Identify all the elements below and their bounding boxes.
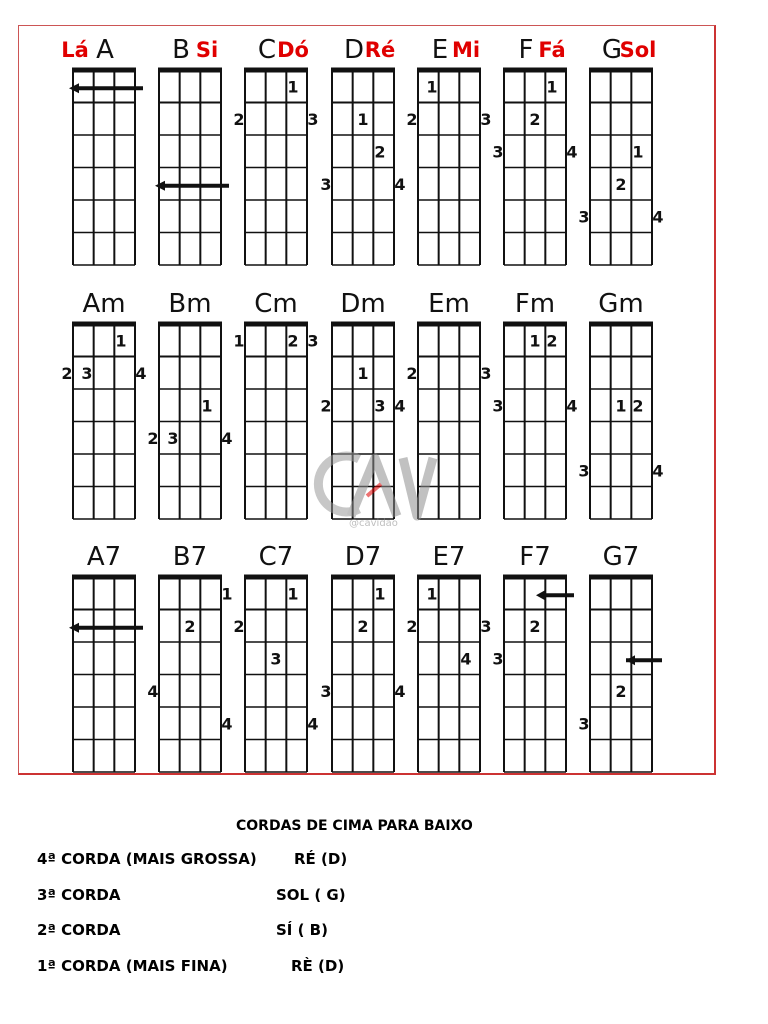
chord-portuguese-name: Sol [619,38,657,62]
finger-number: 2 [147,428,159,448]
finger-number: 2 [184,616,196,636]
finger-number: 2 [287,331,299,351]
chord-name: A7 [86,542,122,572]
chord-name: D7 [344,542,382,572]
fretboard [331,70,395,265]
chord-name: F [518,35,534,65]
finger-number: 1 [287,77,299,97]
finger-number: 3 [492,142,504,162]
chord-e7 [406,542,491,772]
legend-label: 2ª CORDA [37,921,121,939]
finger-number: 3 [578,461,590,481]
chord-portuguese-name: Ré [364,38,396,62]
chord-name: B7 [172,542,208,572]
finger-number: 2 [615,681,627,701]
finger-number: 3 [492,649,504,669]
legend-value: RÈ (D) [291,957,345,975]
chord-f7 [492,542,574,772]
finger-number: 2 [632,396,644,416]
finger-number: 3 [307,331,319,351]
chord-g7 [578,542,662,772]
finger-number: 3 [167,428,179,448]
fretboard [244,70,308,265]
finger-number: 2 [529,616,541,636]
legend-row-1st-string [37,957,345,975]
chord-name: Dm [340,289,386,319]
finger-number: 1 [357,109,369,129]
legend-value: SOL ( G) [276,886,346,904]
finger-number: 2 [546,331,558,351]
fretboard [244,577,308,772]
finger-number: 2 [529,109,541,129]
chord-name: E [431,35,449,65]
legend-row-4th-string [37,850,348,868]
finger-number: 1 [632,142,644,162]
legend-row-2nd-string [37,921,328,939]
chord-name: Em [428,289,470,319]
finger-number: 2 [61,363,73,383]
finger-number: 1 [201,396,213,416]
chord-c7 [233,542,318,772]
fretboard [503,324,567,519]
barre-arrow-icon [536,590,545,600]
chord-name: C [257,35,277,65]
legend-title: CORDAS DE CIMA PARA BAIXO [236,818,473,834]
finger-number: 1 [357,363,369,383]
chord-bm [147,289,232,519]
finger-number: 1 [287,584,299,604]
chord-name: Gm [598,289,644,319]
finger-number: 1 [615,396,627,416]
finger-number: 3 [270,649,282,669]
finger-number: 4 [394,681,406,701]
finger-number: 3 [492,396,504,416]
ukulele-chord-chart [19,26,715,774]
chord-name: G7 [602,542,640,572]
finger-number: 1 [233,331,245,351]
fretboard [503,577,567,772]
watermark-logo [318,456,455,529]
finger-number: 4 [394,396,406,416]
chord-b7 [147,542,232,772]
chord-name: D [343,35,365,65]
fretboard [417,577,481,772]
finger-number: 2 [406,363,418,383]
chord-diagrams [61,35,663,772]
finger-number: 3 [480,363,492,383]
finger-number: 2 [406,109,418,129]
finger-number: 3 [480,109,492,129]
legend-label: 1ª CORDA (MAIS FINA) [37,957,228,975]
fretboard [158,324,222,519]
chord-name: F7 [519,542,551,572]
legend-row-3rd-string [37,886,346,904]
finger-number: 1 [426,584,438,604]
fretboard [72,577,136,772]
chord-f [492,35,577,265]
chord-a7 [69,542,143,772]
chord-portuguese-name: Si [195,38,219,62]
finger-number: 3 [81,363,93,383]
finger-number: 3 [307,109,319,129]
chord-d [320,35,405,265]
finger-number: 3 [578,714,590,734]
finger-number: 4 [307,714,319,734]
fretboard [589,324,653,519]
finger-number: 2 [406,616,418,636]
chord-name: E7 [432,542,466,572]
fretboard [72,324,136,519]
finger-number: 4 [566,142,578,162]
finger-number: 4 [394,174,406,194]
finger-number: 1 [529,331,541,351]
finger-number: 4 [460,649,472,669]
chord-name: C7 [258,542,294,572]
finger-number: 2 [374,142,386,162]
fretboard [158,577,222,772]
legend-label: 4ª CORDA (MAIS GROSSA) [37,850,257,868]
fretboard [244,324,308,519]
finger-number: 2 [233,616,245,636]
finger-number: 4 [147,681,159,701]
legend-label: 3ª CORDA [37,886,121,904]
chord-fm [492,289,577,519]
fretboard [417,70,481,265]
finger-number: 3 [374,396,386,416]
chord-e [406,35,491,265]
fretboard [589,577,653,772]
chord-a [61,35,143,265]
finger-number: 4 [566,396,578,416]
chord-name: Cm [254,289,298,319]
finger-number: 3 [320,681,332,701]
finger-number: 1 [546,77,558,97]
finger-number: 1 [374,584,386,604]
finger-number: 4 [221,428,233,448]
chord-portuguese-name: Mi [451,38,481,62]
watermark-handle: @cavidao [349,518,398,529]
chord-g [578,35,663,265]
finger-number: 1 [221,584,233,604]
fretboard [158,70,222,265]
chord-gm [578,289,663,519]
finger-number: 2 [320,396,332,416]
chord-chart-frame [18,25,716,775]
chord-b [155,35,229,265]
finger-number: 4 [652,461,664,481]
fretboard [589,70,653,265]
legend-value: SÍ ( B) [276,921,328,939]
finger-number: 2 [615,174,627,194]
finger-number: 4 [652,207,664,227]
finger-number: 3 [320,174,332,194]
finger-number: 1 [426,77,438,97]
fretboard [503,70,567,265]
chord-d7 [320,542,405,772]
chord-c [233,35,318,265]
chord-name: G [601,35,623,65]
chord-name: B [172,35,190,65]
chord-name: A [96,35,114,65]
chord-portuguese-name: Lá [61,38,89,62]
fretboard [72,70,136,265]
legend-value: RÉ (D) [294,850,348,868]
chord-portuguese-name: Dó [277,38,309,62]
finger-number: 2 [233,109,245,129]
fretboard [331,577,395,772]
finger-number: 4 [221,714,233,734]
chord-name: Am [82,289,126,319]
chord-portuguese-name: Fá [538,38,566,62]
finger-number: 4 [135,363,147,383]
finger-number: 3 [578,207,590,227]
chord-am [61,289,146,519]
chord-name: Bm [168,289,212,319]
finger-number: 3 [480,616,492,636]
chord-cm [233,289,318,519]
finger-number: 1 [115,331,127,351]
chord-name: Fm [514,289,556,319]
finger-number: 2 [357,616,369,636]
